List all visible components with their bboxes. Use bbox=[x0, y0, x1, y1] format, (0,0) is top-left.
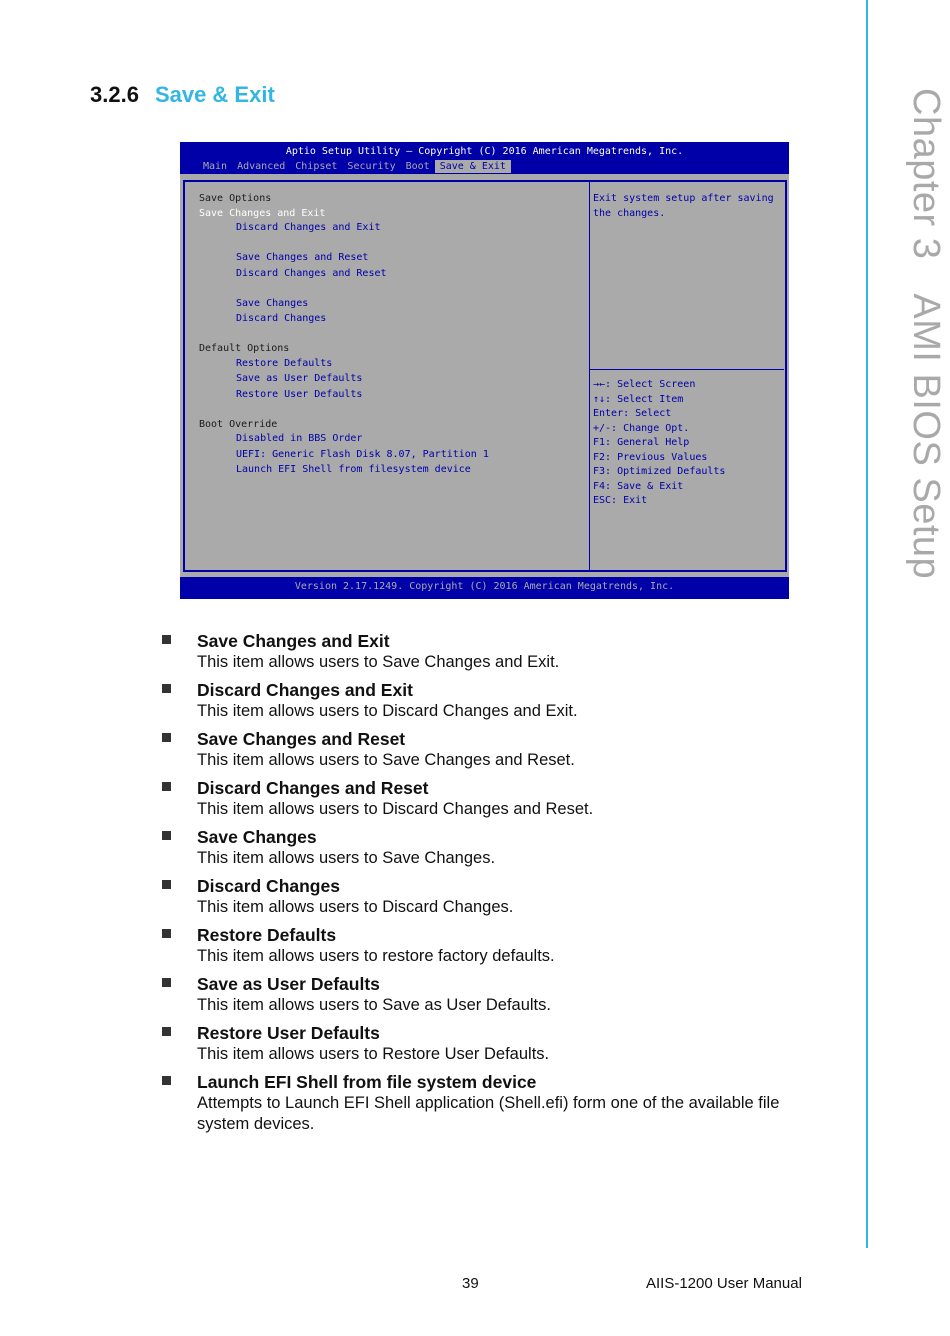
bios-menu-item[interactable]: Discard Changes bbox=[236, 313, 327, 324]
bios-key-line: F4: Save & Exit bbox=[593, 480, 684, 492]
list-item bbox=[160, 973, 820, 1016]
list-item bbox=[160, 728, 820, 771]
page-number: 39 bbox=[462, 1275, 479, 1292]
bios-version: Version 2.17.1249. Copyright (C) 2016 American Megatrends, Inc. bbox=[294, 581, 675, 592]
square-bullet-icon bbox=[162, 684, 171, 693]
item-description: This item allows users to Discard Changes. bbox=[197, 898, 514, 916]
item-title: Save as User Defaults bbox=[197, 974, 380, 994]
section-heading bbox=[90, 82, 275, 108]
chapter-side-rule bbox=[866, 0, 868, 1248]
item-title: Save Changes and Exit bbox=[197, 631, 390, 651]
bios-menu-item[interactable]: Disabled in BBS Order bbox=[236, 433, 363, 444]
item-description: This item allows users to Save Changes. bbox=[197, 849, 496, 867]
bios-tab[interactable]: Boot bbox=[405, 161, 430, 172]
list-item bbox=[160, 875, 820, 918]
square-bullet-icon bbox=[162, 635, 171, 644]
manual-title: AIIS-1200 User Manual bbox=[646, 1275, 802, 1292]
bios-key-line: Enter: Select bbox=[593, 408, 672, 419]
square-bullet-icon bbox=[162, 929, 171, 938]
item-description: This item allows users to Save as User Defaults. bbox=[197, 996, 551, 1014]
bios-tab[interactable]: Chipset bbox=[295, 161, 338, 172]
square-bullet-icon bbox=[162, 1076, 171, 1085]
bios-key-line: +/-: Change Opt. bbox=[593, 422, 690, 434]
square-bullet-icon bbox=[162, 733, 171, 742]
item-title: Discard Changes bbox=[197, 876, 340, 896]
list-item bbox=[160, 826, 820, 869]
chapter-label: Chapter 3 bbox=[905, 88, 947, 260]
bios-menu-item[interactable]: Restore Defaults bbox=[236, 357, 333, 369]
item-title: Save Changes and Reset bbox=[197, 729, 406, 749]
section-title: Save & Exit bbox=[154, 82, 275, 107]
bios-key-line: F3: Optimized Defaults bbox=[593, 466, 726, 477]
square-bullet-icon bbox=[162, 880, 171, 889]
bios-body bbox=[180, 174, 789, 577]
bios-title: Aptio Setup Utility – Copyright (C) 2016 American Megatrends, Inc. bbox=[285, 146, 684, 157]
list-item bbox=[160, 679, 820, 722]
chapter-tab bbox=[903, 88, 947, 580]
bios-key-legend bbox=[593, 378, 725, 509]
item-description: Attempts to Launch EFI Shell application (Shell.efi) form one of the available file system devices. bbox=[197, 1094, 780, 1133]
bios-tab[interactable]: Security bbox=[347, 161, 396, 172]
item-title: Save Changes bbox=[197, 827, 317, 847]
section-number: 3.2.6 bbox=[90, 82, 139, 107]
item-title: Launch EFI Shell from file system device bbox=[197, 1072, 537, 1092]
square-bullet-icon bbox=[162, 831, 171, 840]
item-description: This item allows users to Discard Changes and Exit. bbox=[197, 702, 578, 720]
bios-menu-group-header: Default Options bbox=[199, 343, 290, 354]
bios-tab[interactable]: Main bbox=[203, 161, 228, 172]
item-title: Discard Changes and Reset bbox=[197, 778, 429, 798]
bios-key-line: F1: General Help bbox=[593, 437, 690, 448]
item-description: This item allows users to Discard Changes and Reset. bbox=[197, 800, 594, 818]
square-bullet-icon bbox=[162, 782, 171, 791]
bios-tab-bar bbox=[198, 160, 511, 173]
bios-divider bbox=[589, 182, 590, 570]
list-item bbox=[160, 924, 820, 967]
bios-tab[interactable]: Advanced bbox=[237, 161, 286, 172]
bios-menu bbox=[199, 192, 489, 479]
bios-menu-item[interactable]: Restore User Defaults bbox=[236, 388, 363, 400]
bios-key-line: F2: Previous Values bbox=[593, 451, 708, 463]
bios-menu-item[interactable]: Discard Changes and Reset bbox=[236, 267, 387, 279]
bios-menu-item[interactable]: Save as User Defaults bbox=[236, 373, 363, 384]
bios-menu-item[interactable]: UEFI: Generic Flash Disk 8.07, Partition 1 bbox=[236, 448, 489, 460]
list-item bbox=[160, 630, 820, 673]
bios-help-line: the changes. bbox=[593, 207, 666, 219]
bios-menu-item[interactable]: Save Changes and Exit bbox=[199, 207, 326, 219]
item-title: Restore User Defaults bbox=[197, 1023, 380, 1043]
square-bullet-icon bbox=[162, 1027, 171, 1036]
bios-help-separator bbox=[590, 369, 784, 370]
item-title: Discard Changes and Exit bbox=[197, 680, 413, 700]
item-description: This item allows users to restore factory defaults. bbox=[197, 947, 555, 965]
bios-key-line: ↑↓: Select Item bbox=[593, 393, 684, 405]
list-item bbox=[160, 1022, 820, 1065]
bios-menu-spacer bbox=[199, 237, 489, 252]
bios-menu-spacer bbox=[199, 282, 489, 297]
bios-menu-item[interactable]: Launch EFI Shell from filesystem device bbox=[236, 464, 471, 475]
bios-menu-group-header: Save Options bbox=[199, 193, 272, 204]
item-list bbox=[160, 630, 820, 1141]
bios-menu-item[interactable]: Discard Changes and Exit bbox=[236, 222, 381, 233]
bios-help-text bbox=[593, 192, 774, 221]
bios-menu-item[interactable]: Save Changes and Reset bbox=[236, 252, 369, 263]
bios-menu-spacer bbox=[199, 403, 489, 418]
bios-menu-spacer bbox=[199, 328, 489, 343]
item-description: This item allows users to Restore User Defaults. bbox=[197, 1045, 550, 1063]
bios-menu-group-header: Boot Override bbox=[199, 418, 278, 430]
list-item bbox=[160, 777, 820, 820]
item-description: This item allows users to Save Changes and Reset. bbox=[197, 751, 575, 769]
bios-screenshot bbox=[180, 142, 789, 599]
bios-key-line: ESC: Exit bbox=[593, 495, 648, 506]
chapter-title: AMI BIOS Setup bbox=[905, 293, 947, 580]
item-title: Restore Defaults bbox=[197, 925, 337, 945]
bios-help-line: Exit system setup after saving bbox=[593, 193, 774, 204]
square-bullet-icon bbox=[162, 978, 171, 987]
bios-key-line: →←: Select Screen bbox=[593, 379, 696, 390]
bios-tab[interactable]: Save & Exit bbox=[435, 160, 511, 173]
bios-menu-item[interactable]: Save Changes bbox=[236, 297, 309, 309]
bios-frame bbox=[183, 180, 787, 572]
list-item bbox=[160, 1071, 820, 1135]
item-description: This item allows users to Save Changes and Exit. bbox=[197, 653, 560, 671]
